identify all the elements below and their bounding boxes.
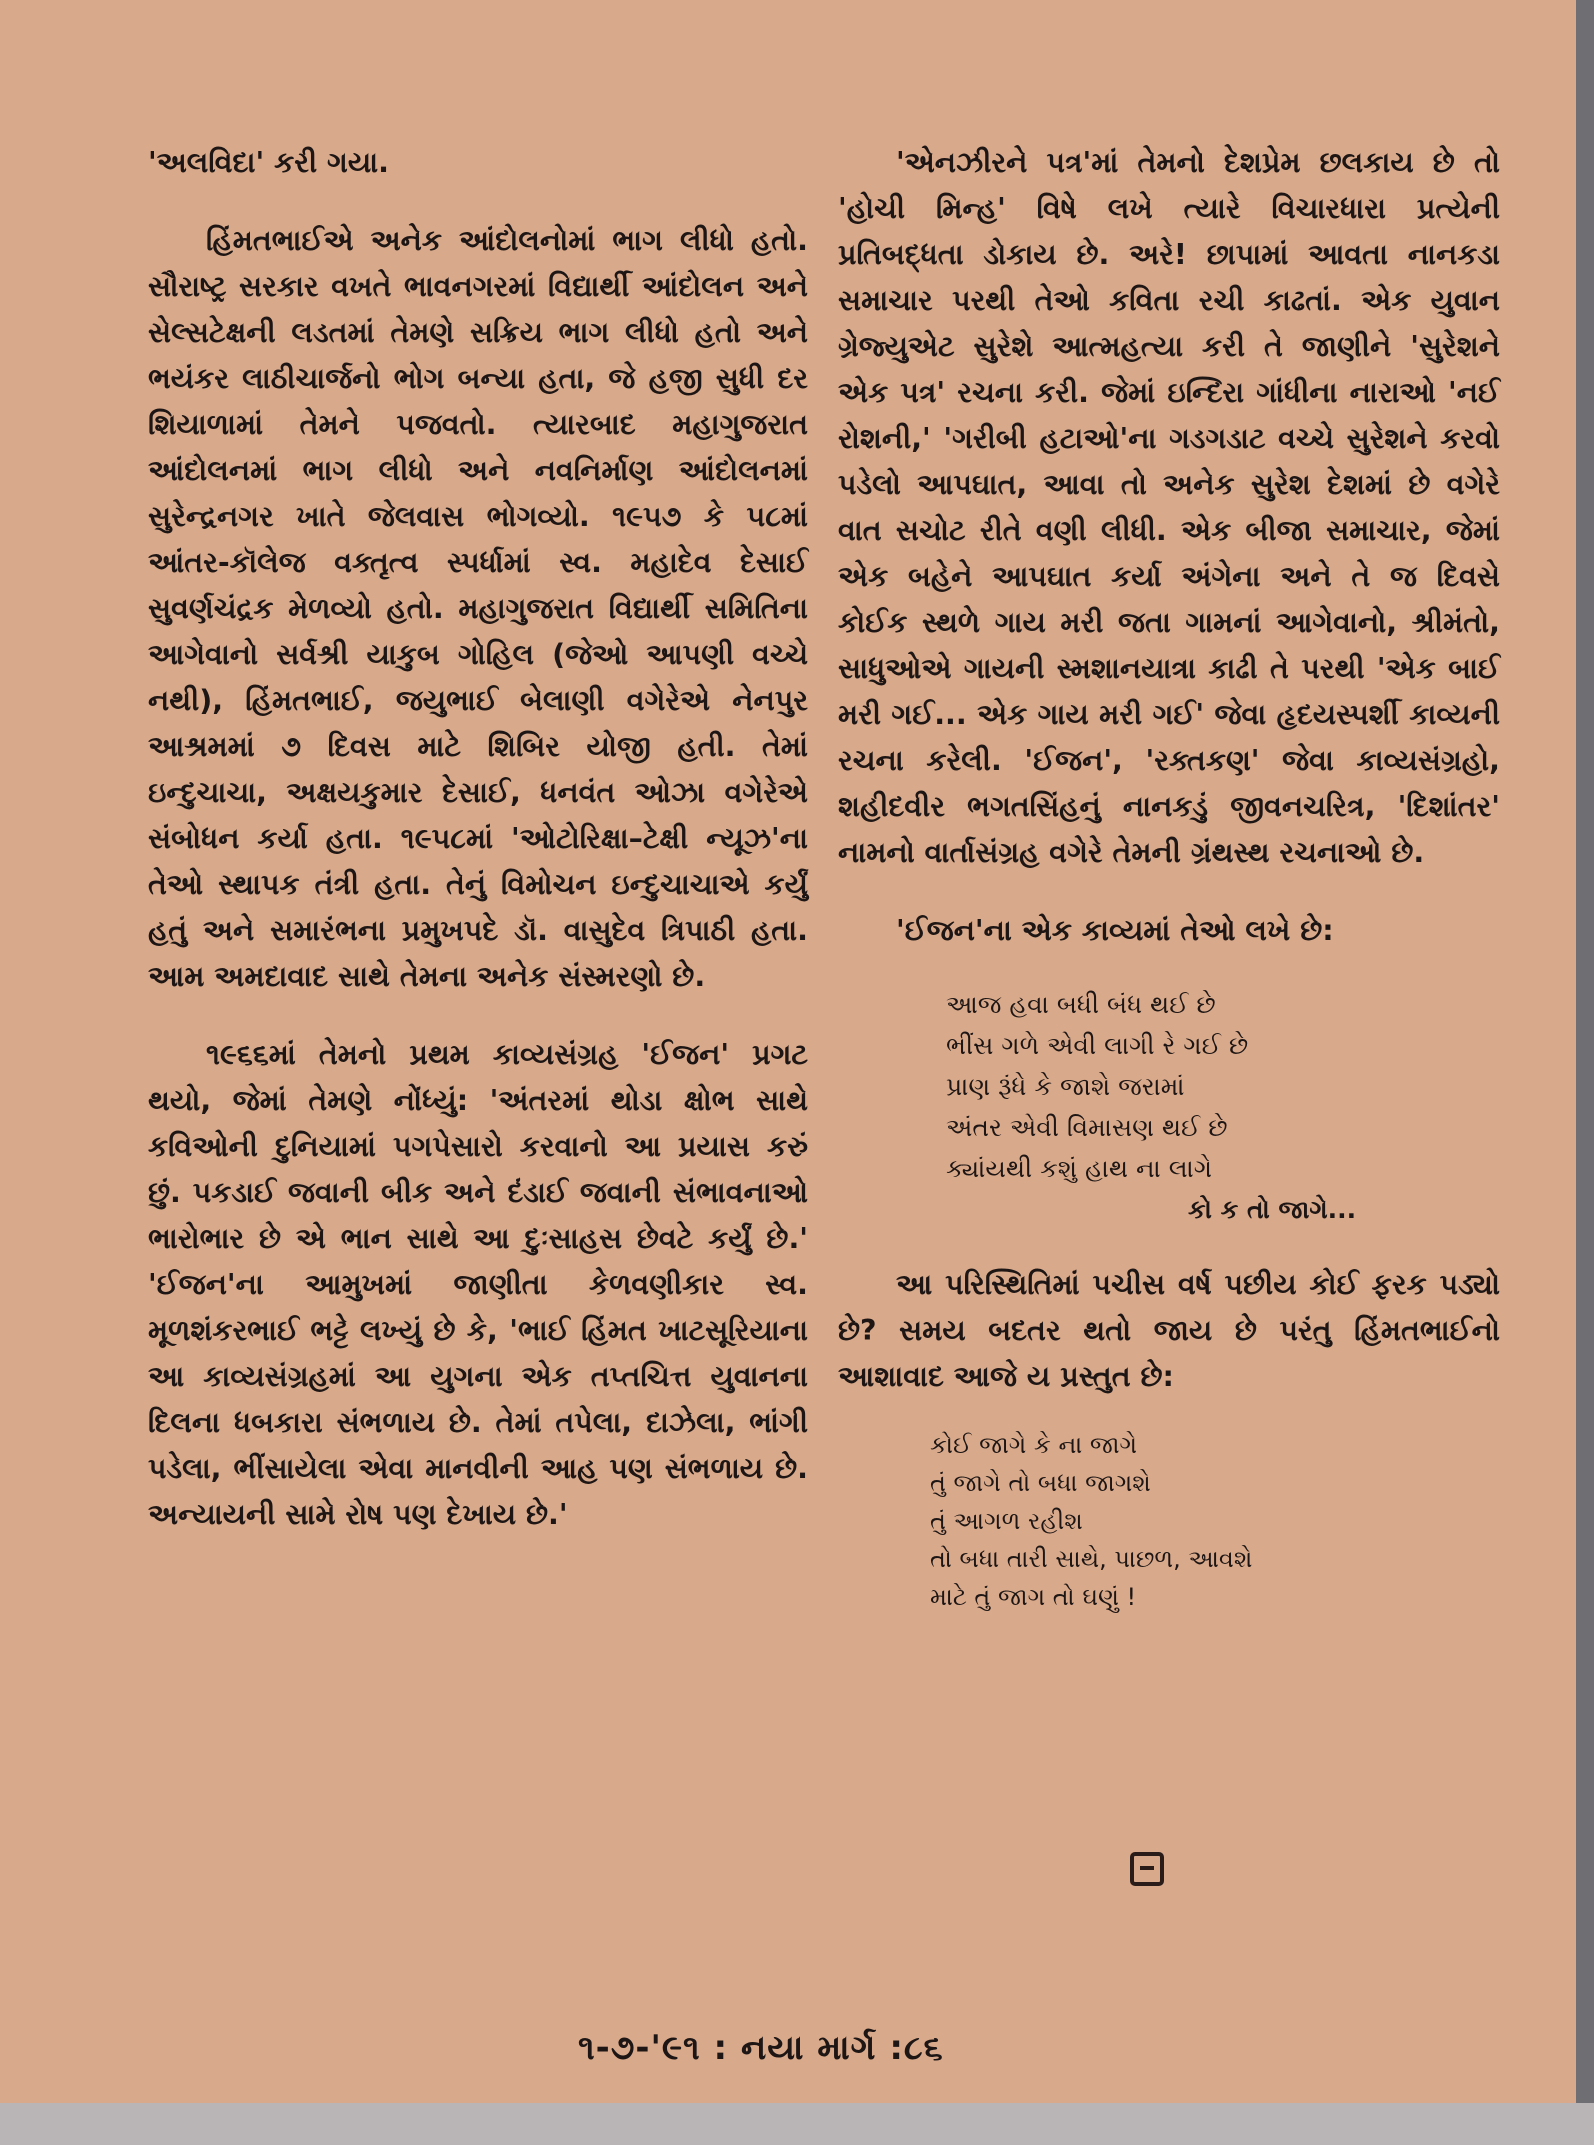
poem-line: કો ક તો જાગે... bbox=[1188, 1195, 1357, 1224]
poem-line: આજ હવા બધી બંધ થઈ છે bbox=[946, 990, 1216, 1019]
left-paragraph-1: 'અલવિદા' કરી ગયા. bbox=[148, 146, 389, 179]
poem-line: પ્રાણ રૂંધે કે જાશે જરામાં bbox=[946, 1072, 1185, 1101]
page-footer: ૧-૭-'૯૧ : નયા માર્ગ :૮૬ bbox=[578, 2028, 944, 2068]
poem-line: ભીંસ ગળે એવી લાગી રે ગઈ છે bbox=[946, 1031, 1249, 1060]
scan-edge-bottom bbox=[0, 2103, 1594, 2145]
right-column bbox=[838, 140, 1500, 1616]
poem-line: તું આગળ રહીશ bbox=[930, 1507, 1083, 1535]
poem-line: અંતર એવી વિમાસણ થઈ છે bbox=[946, 1113, 1228, 1142]
poem-line: કોઈ જાગે કે ના જાગે bbox=[930, 1431, 1138, 1459]
right-paragraph-2: 'ઈજન'ના એક કાવ્યમાં તેઓ લખે છે: bbox=[896, 914, 1334, 947]
poem-line: તો બધા તારી સાથે, પાછળ, આવશે bbox=[930, 1545, 1253, 1573]
scan-edge-right bbox=[1576, 0, 1594, 2145]
right-paragraph-3: આ પરિસ્થિતિમાં પચીસ વર્ષ પછીય કોઈ ફરક પડ્યો છે? સમય બદતર થતો જાય છે પરંતુ હિંમતભાઈનો આશાવાદ આજે ય પ્રસ્તુત છે: bbox=[838, 1268, 1500, 1393]
poem-line: તું જાગે તો બધા જાગશે bbox=[930, 1469, 1151, 1497]
right-paragraph-1: 'એનઝીરને પત્ર'માં તેમનો દેશપ્રેમ છલકાય છે તો 'હોચી મિન્હ' વિષે લખે ત્યારે વિચારધારા પ્રત્યેની પ્રતિબદ્ધતા ડોકાય છે. અરે! છાપામાં આવતા નાનકડા સમાચાર પરથી તેઓ કવિતા રચી કાઢતાં. એક યુવાન ગ્રેજ્યુએટ સુરેશે આત્મહત્યા કરી તે જાણીને 'સુરેશને એક પત્ર' રચના કરી. જેમાં ઇન્દિરા ગાંધીના નારાઓ 'નઈ રોશની,' 'ગરીબી હટાઓ'ના ગડગડાટ વચ્ચે સુરેશને કરવો પડેલો આપઘાત, આવા તો અનેક સુરેશ દેશમાં છે વગેરે વાત સચોટ રીતે વણી લીધી. એક બીજા સમાચાર, જેમાં એક બહેને આપઘાત કર્યા અંગેના અને તે જ દિવસે કોઈક સ્થળે ગાય મરી જતા ગામનાં આગેવાનો, શ્રીમંતો, સાધુઓએ ગાયની સ્મશાનયાત્રા કાઢી તે પરથી 'એક બાઈ મરી ગઈ... એક ગાય મરી ગઈ' જેવા હૃદયસ્પર્શી કાવ્યની રચના કરેલી. 'ઈજન', 'રક્તકણ' જેવા કાવ્યસંગ્રહો, શહીદવીર ભગતસિંહનું નાનકડું જીવનચરિત્ર, 'દિશાંતર' નામનો વાર્તાસંગ્રહ વગેરે તેમની ગ્રંથસ્થ રચનાઓ છે. bbox=[838, 146, 1500, 869]
left-paragraph-3: ૧૯૬૬માં તેમનો પ્રથમ કાવ્યસંગ્રહ 'ઈજન' પ્રગટ થયો, જેમાં તેમણે નોંધ્યું: 'અંતરમાં થોડા ક્ષોભ સાથે કવિઓની દુનિયામાં પગપેસારો કરવાનો આ પ્રયાસ કરું છું. પકડાઈ જવાની બીક અને દંડાઈ જવાની સંભાવનાઓ ભારોભાર છે એ ભાન સાથે આ દુઃસાહસ છેવટે કર્યું છે.' 'ઈજન'ના આમુખમાં જાણીતા કેળવણીકાર સ્વ. મૂળશંકરભાઈ ભટ્ટે લખ્યું છે કે, 'ભાઈ હિંમત ખાટસૂરિયાના આ કાવ્યસંગ્રહમાં આ યુગના એક તપ્તચિત્ત યુવાનના દિલના ધબકારા સંભળાય છે. તેમાં તપેલા, દાઝેલા, ભાંગી પડેલા, ભીંસાયેલા એવા માનવીની આહ પણ સંભળાય છે. અન્યાયની સામે રોષ પણ દેખાય છે.' bbox=[148, 1038, 808, 1531]
end-mark-icon bbox=[1130, 1852, 1164, 1886]
poem-ijan bbox=[946, 984, 1500, 1230]
poem-line: માટે તું જાગ તો ઘણું ! bbox=[930, 1583, 1137, 1611]
left-paragraph-2: હિંમતભાઈએ અનેક આંદોલનોમાં ભાગ લીધો હતો. સૌરાષ્ટ્ર સરકાર વખતે ભાવનગરમાં વિદ્યાર્થી આંદોલન અને સેલ્સટેક્ષની લડતમાં તેમણે સક્રિય ભાગ લીધો હતો અને ભયંકર લાઠીચાર્જનો ભોગ બન્યા હતા, જે હજી સુધી દર શિયાળામાં તેમને પજવતો. ત્યારબાદ મહાગુજરાત આંદોલનમાં ભાગ લીધો અને નવનિર્માણ આંદોલનમાં સુરેન્દ્રનગર ખાતે જેલવાસ ભોગવ્યો. ૧૯૫૭ કે ૫૮માં આંતર-કૉલેજ વક્તૃત્વ સ્પર્ધામાં સ્વ. મહાદેવ દેસાઈ સુવર્ણચંદ્રક મેળવ્યો હતો. મહાગુજરાત વિદ્યાર્થી સમિતિના આગેવાનો સર્વશ્રી યાકુબ ગોહિલ (જેઓ આપણી વચ્ચે નથી), હિંમતભાઈ, જયુભાઈ બેલાણી વગેરેએ નેનપુર આશ્રમમાં ૭ દિવસ માટે શિબિર યોજી હતી. તેમાં ઇન્દુચાચા, અક્ષયકુમાર દેસાઈ, ધનવંત ઓઝા વગેરેએ સંબોધન કર્યા હતા. ૧૯૫૮માં 'ઓટોરિક્ષા–ટેક્ષી ન્યૂઝ'ના તેઓ સ્થાપક તંત્રી હતા. તેનું વિમોચન ઇન્દુચાચાએ કર્યું હતું અને સમારંભના પ્રમુખપદે ડૉ. વાસુદેવ ત્રિપાઠી હતા. આમ અમદાવાદ સાથે તેમના અનેક સંસ્મરણો છે. bbox=[148, 224, 808, 993]
poem-line: ક્યાંયથી કશું હાથ ના લાગે bbox=[946, 1154, 1212, 1183]
left-column bbox=[148, 140, 808, 1538]
poem-hope bbox=[930, 1426, 1500, 1616]
